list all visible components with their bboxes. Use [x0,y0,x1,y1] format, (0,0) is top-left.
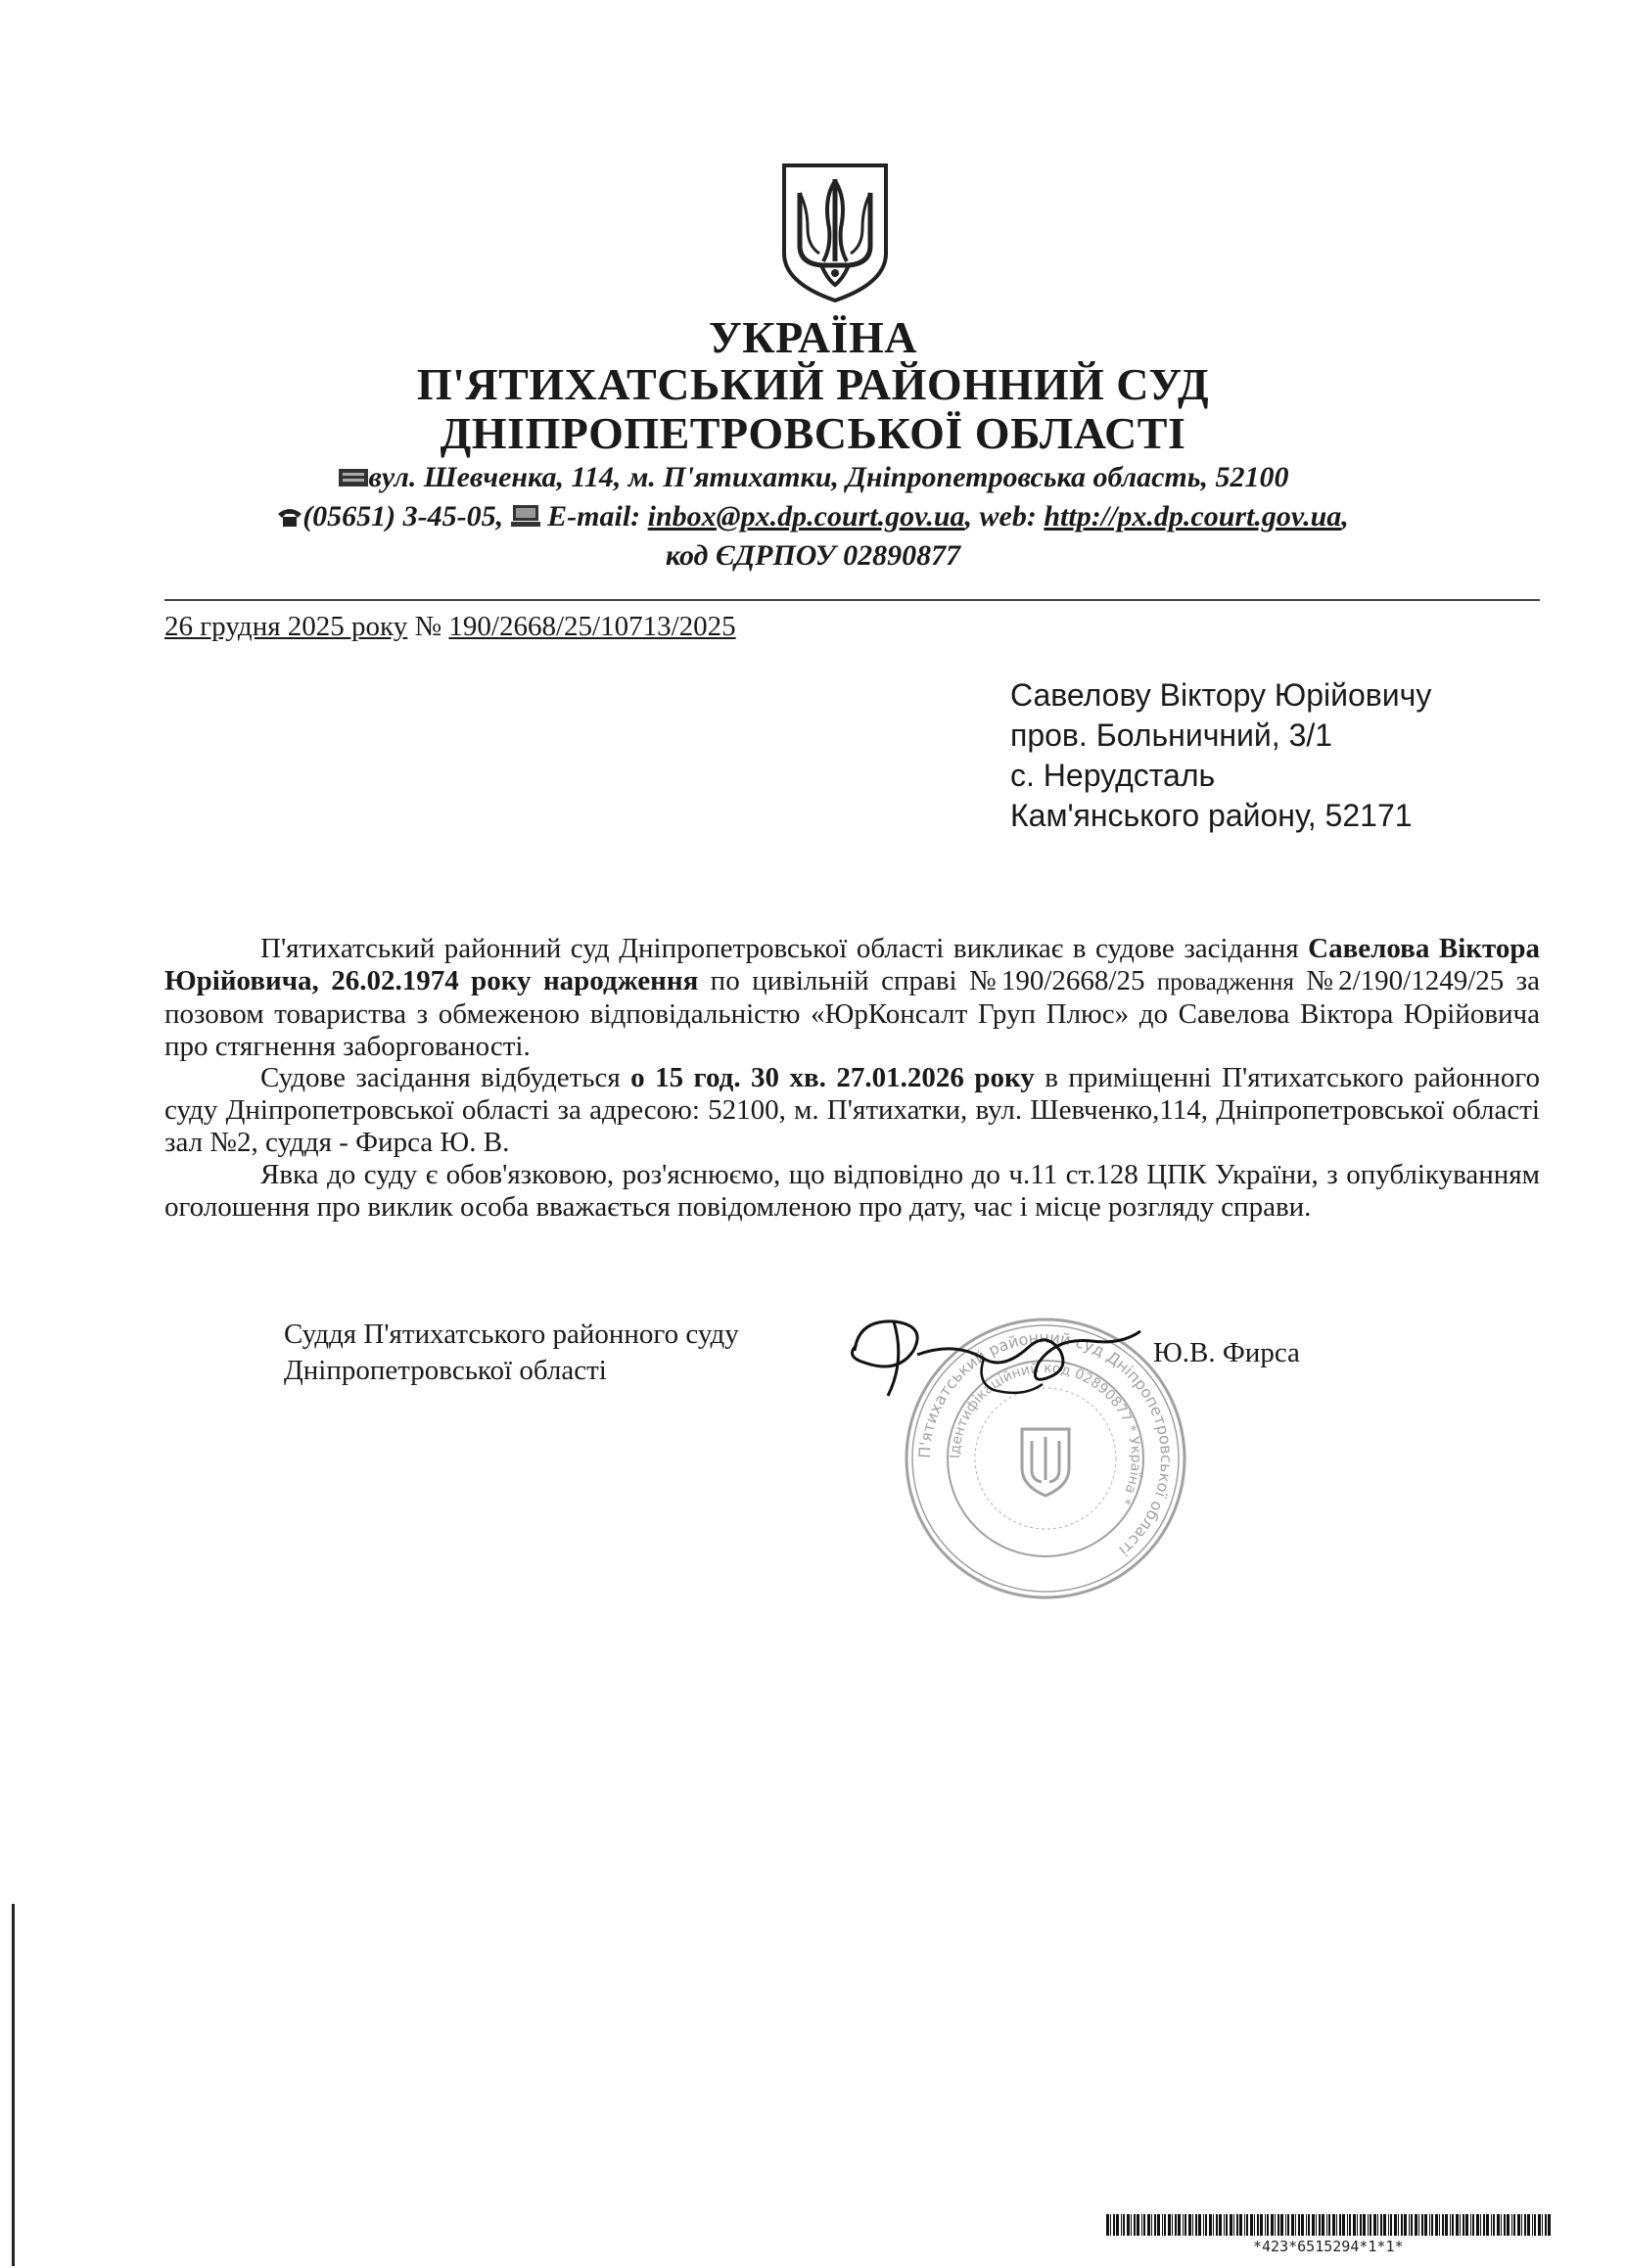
barcode-bar [1435,2214,1438,2236]
email-label: E-mail: [547,500,641,532]
barcode-bar [1216,2214,1218,2236]
letter-number: 190/2668/25/10713/2025 [448,611,736,642]
barcode-bar [1285,2214,1286,2236]
barcode-bar [1154,2214,1156,2236]
barcode-bar [1524,2214,1526,2236]
barcode-bar [1106,2214,1109,2236]
barcode-bar [1316,2214,1317,2236]
barcode-bar [1188,2214,1191,2236]
barcode-bar [1370,2214,1371,2236]
barcode-bar [1404,2214,1407,2236]
barcode-bar [1301,2214,1304,2236]
barcode-bar [1178,2214,1181,2236]
barcode-bar [1409,2214,1410,2236]
barcode-bar [1504,2214,1506,2236]
barcode [1106,2214,1552,2236]
barcode-bar [1497,2214,1500,2236]
body-paragraph-1: П'ятихатський районний суд Дніпропетровської області викликає в судове засідання Савелова Віктора Юрійовича, 26.02.1974 року народження по цивільній справі №190/2668/25 провадження №2/190/1249/25 за позовом товариства з обмеженою відповідальністю «ЮрКонсалт Груп Плюс» до Савелова Віктора Юрійовича про стягнення заборгованості. [164,933,1540,1062]
barcode-bar [1460,2214,1461,2236]
barcode-bar [1328,2214,1330,2236]
contacts-line: (05651) 3-45-05, E-mail: inbox@px.dp.court.gov.ua, web: http://px.dp.court.gov.ua, [0,500,1626,535]
barcode-bar [1141,2214,1142,2236]
barcode-bar [1113,2214,1115,2236]
barcode-bar [1291,2214,1294,2236]
barcode-bar [1127,2214,1130,2236]
letter-date: 26 грудня 2025 року [164,611,408,642]
barcode-bar [1415,2214,1417,2236]
barcode-bar [1265,2214,1266,2236]
barcode-bar [1545,2214,1547,2236]
barcode-bar [1421,2214,1423,2236]
barcode-bar [1175,2214,1177,2236]
barcode-bar [1411,2214,1413,2236]
court-phone: (05651) 3-45-05, [302,500,504,532]
barcode-bar [1185,2214,1186,2236]
barcode-bar [1398,2214,1399,2236]
barcode-bar [1260,2214,1263,2236]
barcode-bar [1480,2214,1481,2236]
computer-icon [511,502,540,535]
barcode-bar [1275,2214,1276,2236]
barcode-bar [1192,2214,1193,2236]
recipient-street: пров. Больничний, 3/1 [1010,717,1333,753]
barcode-bar [1306,2214,1307,2236]
body-paragraph-2: Судове засідання відбудеться о 15 год. 30 хв. 27.01.2026 року в приміщенні П'ятихатського районного суду Дніпропетровської області за адресою: 52100, м. П'ятихатки, вул. Шевченко,114, Дніпропетровської області зал №2, суддя - Фирса Ю. В. [164,1062,1540,1158]
barcode-bar [1164,2214,1166,2236]
barcode-bar [1452,2214,1454,2236]
barcode-bar [1157,2214,1160,2236]
barcode-bar [1527,2214,1530,2236]
barcode-bar [1183,2214,1184,2236]
barcode-bar [1501,2214,1502,2236]
barcode-bar [1534,2214,1536,2236]
barcode-bar [1491,2214,1492,2236]
barcode-bar [1230,2214,1232,2236]
barcode-bar [1162,2214,1163,2236]
barcode-bar [1517,2214,1520,2236]
barcode-bar [1532,2214,1533,2236]
barcode-bar [1244,2214,1245,2236]
barcode-bar [1483,2214,1485,2236]
barcode-bar [1339,2214,1341,2236]
barcode-bar [1267,2214,1269,2236]
judge-signature [837,1302,1150,1410]
barcode-bar [1377,2214,1378,2236]
judge-name: Ю.В. Фирса [1153,1337,1300,1368]
barcode-bar [1226,2214,1228,2236]
barcode-bar [1486,2214,1489,2236]
barcode-bar [1538,2214,1541,2236]
barcode-bar [1470,2214,1471,2236]
barcode-bar [1205,2214,1207,2236]
barcode-bar [1463,2214,1464,2236]
barcode-bar [1431,2214,1433,2236]
court-address-line [0,461,1626,496]
svg-text:Ідентифікаційний код 02890877: Ідентифікаційний код 02890877 * Україна * [947,1360,1144,1507]
barcode-bar [1507,2214,1510,2236]
scan-edge-line [12,1904,15,2266]
barcode-bar [1465,2214,1468,2236]
barcode-bar [1373,2214,1376,2236]
barcode-bar [1322,2214,1324,2236]
barcode-bar [1121,2214,1122,2236]
barcode-bar [1308,2214,1310,2236]
barcode-bar [1439,2214,1440,2236]
barcode-bar [1390,2214,1392,2236]
barcode-bar [1511,2214,1512,2236]
barcode-bar [1134,2214,1136,2236]
barcode-text: *423*6515294*1*1* [1253,2238,1404,2255]
barcode-bar [1198,2214,1201,2236]
court-name: П'ЯТИХАТСЬКИЙ РАЙОННИЙ СУД [416,359,1210,409]
barcode-bar [1353,2214,1356,2236]
barcode-bar [1450,2214,1451,2236]
barcode-bar [1542,2214,1543,2236]
envelope-icon [338,463,369,496]
barcode-bar [1326,2214,1327,2236]
web-label: web: [979,500,1037,532]
barcode-bar [1493,2214,1495,2236]
barcode-bar [1368,2214,1369,2236]
barcode-bar [1254,2214,1255,2236]
barcode-bar [1360,2214,1362,2236]
barcode-bar [1363,2214,1366,2236]
coat-of-arms-icon [778,160,892,304]
barcode-bar [1280,2214,1283,2236]
barcode-bar [1195,2214,1197,2236]
court-web-link[interactable]: http://px.dp.court.gov.ua [1044,500,1342,532]
judge-title: Суддя П'ятихатського районного суду Дніпропетровської області [284,1319,739,1386]
barcode-bar [1347,2214,1348,2236]
letter-date-number [164,611,736,643]
barcode-bar [1116,2214,1119,2236]
barcode-bar [1246,2214,1248,2236]
barcode-bar [1332,2214,1335,2236]
letter-number-sign: № [414,611,442,642]
barcode-bar [1110,2214,1111,2236]
barcode-bar [1250,2214,1253,2236]
court-address: вул. Шевченка, 114, м. П'ятихатки, Дніпропетровська область, 52100 [368,461,1289,493]
barcode-bar [1131,2214,1132,2236]
court-edrpou: код ЄДРПОУ 02890877 [665,539,961,572]
recipient-district: Кам'янського району, 52171 [1010,798,1413,833]
barcode-bar [1521,2214,1522,2236]
barcode-bar [1271,2214,1274,2236]
barcode-bar [1336,2214,1337,2236]
barcode-bar [1442,2214,1444,2236]
barcode-bar [1456,2214,1459,2236]
svg-text:П'ятихатський районний суд Дні: П'ятихатський районний суд Дніпропетровської області [914,1327,1177,1560]
barcode-bar [1418,2214,1419,2236]
barcode-bar [1295,2214,1296,2236]
court-email-link[interactable]: inbox@px.dp.court.gov.ua [647,500,965,532]
barcode-bar [1388,2214,1389,2236]
barcode-bar [1472,2214,1474,2236]
barcode-bar [1357,2214,1358,2236]
barcode-bar [1219,2214,1222,2236]
barcode-bar [1172,2214,1173,2236]
barcode-bar [1233,2214,1234,2236]
barcode-bar [1548,2214,1551,2236]
body-paragraph-3: Явка до суду є обов'язковою, роз'яснюємо, що відповідно до ч.11 ст.128 ЦПК України, з опублікуванням оголошення про виклик особа вважається повідомленою про дату, час і місце розгляду справи. [164,1159,1540,1223]
barcode-bar [1203,2214,1204,2236]
barcode-bar [1224,2214,1225,2236]
barcode-bar [1278,2214,1279,2236]
barcode-bar [1476,2214,1479,2236]
barcode-bar [1394,2214,1397,2236]
barcode-bar [1213,2214,1214,2236]
barcode-bar [1349,2214,1351,2236]
barcode-bar [1445,2214,1448,2236]
barcode-bar [1209,2214,1212,2236]
barcode-bar [1380,2214,1382,2236]
barcode-bar [1429,2214,1430,2236]
barcode-bar [1143,2214,1145,2236]
country-title: УКРАЇНА [709,312,917,362]
phone-icon [277,502,302,535]
barcode-bar [1513,2214,1515,2236]
barcode-bar [1257,2214,1259,2236]
barcode-bar [1236,2214,1238,2236]
recipient-name: Савелову Віктору Юрійовичу [1010,677,1432,713]
barcode-bar [1287,2214,1289,2236]
barcode-bar [1137,2214,1139,2236]
barcode-bar [1298,2214,1300,2236]
barcode-bar [1168,2214,1171,2236]
barcode-bar [1401,2214,1403,2236]
barcode-bar [1342,2214,1345,2236]
barcode-bar [1239,2214,1242,2236]
barcode-bar [1424,2214,1427,2236]
barcode-bar [1319,2214,1321,2236]
barcode-bar [1151,2214,1152,2236]
barcode-bar [1147,2214,1150,2236]
barcode-bar [1312,2214,1315,2236]
recipient-village: с. Нерудсталь [1010,758,1216,793]
court-region: ДНІПРОПЕТРОВСЬКОЇ ОБЛАСТІ [440,408,1186,458]
barcode-bar [1383,2214,1386,2236]
header-divider [164,599,1540,601]
barcode-bar [1123,2214,1125,2236]
